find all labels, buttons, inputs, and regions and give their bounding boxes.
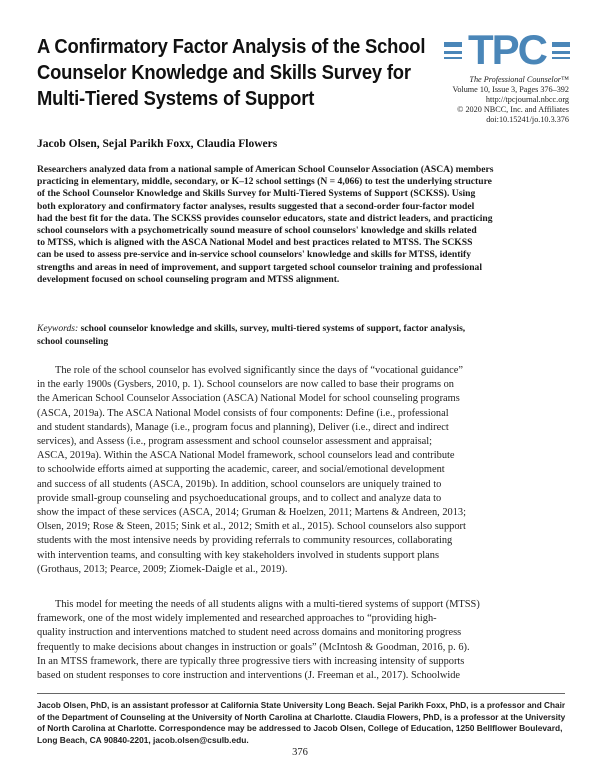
keywords-label: Keywords: — [37, 323, 79, 334]
footnote-divider — [37, 693, 565, 694]
body-line: quality instruction and interventions matched to student need across domains and monitoring progress — [37, 627, 462, 639]
abstract-line: can be used to assess pre-service and in-service school counselors' knowledge and skills for MTSS, identify — [37, 249, 472, 261]
page-number: 376 — [292, 747, 308, 758]
abstract-line: Researchers analyzed data from a national sample of American School Counselor Association (ASCA) members — [37, 164, 494, 175]
keywords-text: school counselor knowledge and skills, survey, multi-tiered systems of support, factor analysis, — [80, 323, 466, 334]
tpc-logo-graphic — [444, 22, 570, 74]
body-line: and student standards), Manage (i.e., program focus and planning), Deliver (i.e., direct and indirect — [37, 421, 449, 433]
journal-url[interactable]: http://tpcjournal.nbcc.org — [485, 95, 569, 104]
body-line: and success of all students (ASCA, 2019b). In addition, school counselors are uniquely trained to — [37, 478, 442, 490]
abstract-line: to MTSS, which is aligned with the ASCA National Model and best practices related to MTSS. The SCKSS — [37, 237, 473, 249]
abstract-line: both exploratory and confirmatory factor analyses, results suggested that a second-order four-factor model — [37, 200, 475, 212]
abstract — [37, 164, 565, 286]
journal-info — [409, 75, 569, 125]
abstract-line: strengths and areas in need of improvement, and support targeted school counselor training and professional — [37, 261, 482, 273]
body-paragraph-1 — [37, 364, 565, 577]
keywords-line — [37, 322, 565, 335]
title-line: Counselor Knowledge and Skills Survey for — [37, 62, 411, 84]
keywords — [37, 322, 565, 348]
doi[interactable]: doi:10.15241/jo.10.3.376 — [486, 115, 569, 124]
body-line: The role of the school counselor has evolved significantly since the days of “vocational guidance” — [55, 365, 463, 376]
body-line: provide small-group counseling and psychoeducational groups, and to collect and analyze data to — [37, 492, 442, 504]
body-line: students with the most intensive needs by providing referrals to community resources, collaborating — [37, 535, 453, 547]
footnote-line: Long Beach, CA 90840-2201, jacob.olsen@csulb.edu. — [37, 734, 249, 745]
body-line: to schoolwide efforts aimed at supporting the academic, career, and social/emotional development — [37, 464, 445, 476]
copyright: © 2020 NBCC, Inc. and Affiliates — [457, 105, 569, 114]
keywords-line: school counseling — [37, 336, 109, 347]
volume-info: Volume 10, Issue 3, Pages 376–392 — [452, 85, 569, 94]
body-line: the American School Counselor Association (ASCA) National Model for school counseling programs — [37, 393, 460, 405]
title-line: Multi-Tiered Systems of Support — [37, 88, 315, 110]
body-line: In an MTSS framework, there are typically three progressive tiers with increasing intensity of supports — [37, 655, 465, 667]
author-list: Jacob Olsen, Sejal Parikh Foxx, Claudia Flowers — [37, 138, 278, 150]
body-line: show the impact of these services (ASCA, 2014; Gruman & Hoelzen, 2011; Martens & Andreen, 2013; — [37, 507, 467, 519]
abstract-line: development focused on school counseling program and MTSS alignment. — [37, 273, 340, 285]
abstract-line: school counselors with a psychometrically sound measure of school counselors' knowledge and skills related — [37, 225, 477, 237]
author-footnote — [37, 700, 565, 746]
body-line: (Grothaus, 2013; Pearce, 2009; Ziomek-Daigle et al., 2019). — [37, 563, 288, 575]
logo-text: TPC — [468, 26, 546, 73]
body-line: Olsen, 2019; Rose & Steen, 2015; Sink et al., 2012; Smith et al., 2015). School counselors also support — [37, 521, 466, 533]
abstract-line: practicing in elementary, middle, secondary, or K–12 school settings (N = 4,066) to test the underlying structure — [37, 176, 492, 188]
body-line: framework, one of the most widely implemented and researched approaches to “providing high- — [37, 613, 437, 625]
body-line: services), and Assess (i.e., program assessment and school counselor assessment and appraisal; — [37, 436, 433, 448]
body-line: (ASCA, 2019a). The ASCA National Model consists of four components: Define (i.e., professional — [37, 407, 449, 419]
footnote-line: of the Department of Counseling at the University of North Carolina at Charlotte. Claudia Flowers, PhD, is a professor at the University — [37, 711, 566, 722]
body-line: in the early 1900s (Gysbers, 2010, p. 1). School counselors are now called to base their programs on — [37, 379, 454, 391]
footnote-line: of North Carolina at Charlotte. Correspondence may be addressed to Jacob Olsen, College of Education, 1250 Bellflower Boulevard, — [37, 723, 563, 733]
article-title — [37, 34, 426, 112]
body-line: ASCA, 2019a). Within the ASCA National Model framework, school counselors lead and contribute — [37, 450, 455, 462]
tpc-logo — [444, 22, 570, 74]
abstract-line: had the best fit for the data. The SCKSS provides counselor educators, state and district leaders, and practicing — [37, 212, 493, 224]
title-line: A Confirmatory Factor Analysis of the School — [37, 36, 426, 58]
abstract-line: of the School Counselor Knowledge and Skills Survey for Multi-Tiered Systems of Support (SCKSS). Using — [37, 188, 476, 200]
journal-name: The Professional Counselor™ — [469, 75, 569, 84]
body-paragraph-2 — [37, 598, 565, 683]
footnote-line: Jacob Olsen, PhD, is an assistant professor at California State University Long Beach. Sejal Parikh Foxx, PhD, is a professor and Chair — [37, 700, 566, 710]
body-line: frequently to make decisions about changes in instruction or goals” (McIntosh & Goodman, 2016, p. 6). — [37, 641, 470, 653]
body-line: This model for meeting the needs of all students aligns with a multi-tiered systems of support (MTSS) — [55, 599, 480, 610]
body-line: based on student responses to core instruction and interventions (J. Freeman et al., 2017). Schoolwide — [37, 670, 461, 682]
body-line: with intervention teams, and consulting with key stakeholders involved in students support plans — [37, 549, 440, 561]
